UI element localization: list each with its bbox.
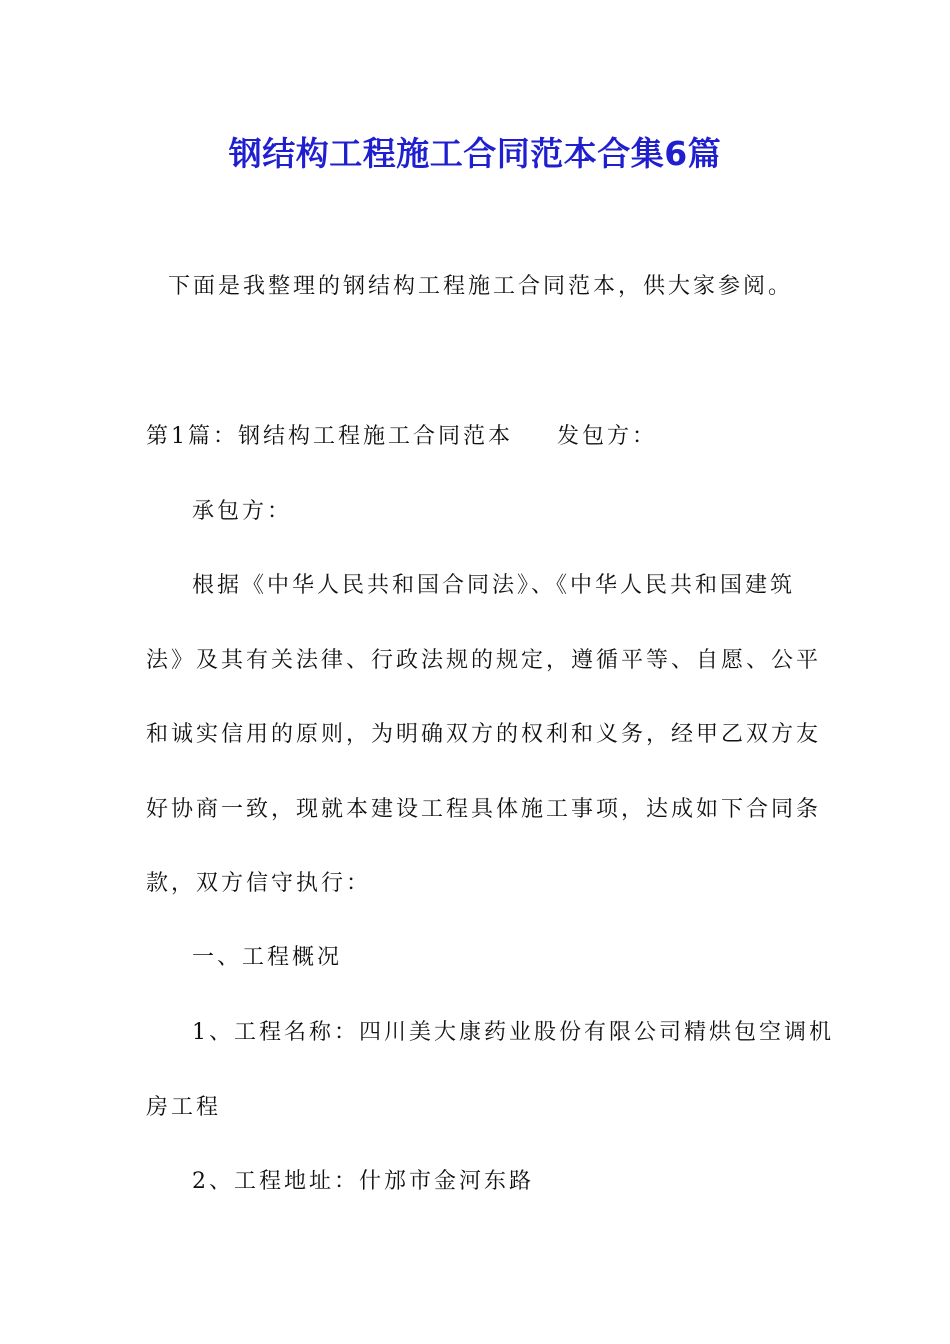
paragraph-line: 法》及其有关法律、行政法规的规定，遵循平等、自愿、公平 [146, 648, 822, 673]
party-a-label: 发包方： [557, 424, 658, 449]
document-title: 钢结构工程施工合同范本合集6篇 [228, 134, 722, 173]
paragraph-line: 款，双方信守执行： [146, 871, 372, 896]
party-b-label: 承包方： [192, 499, 293, 524]
clause-heading: 一、工程概况 [192, 945, 343, 970]
item-2-line: 2、工程地址：什邡市金河东路 [192, 1169, 534, 1194]
intro-paragraph: 下面是我整理的钢结构工程施工合同范本，供大家参阅。 [168, 274, 794, 299]
section-1-heading: 第1篇：钢结构工程施工合同范本 [146, 424, 513, 449]
paragraph-line: 和诚实信用的原则，为明确双方的权利和义务，经甲乙双方友 [146, 722, 822, 747]
paragraph-line: 根据《中华人民共和国合同法》、《中华人民共和国建筑 [192, 573, 796, 598]
section-heading-line [146, 422, 657, 452]
item-1-line: 房工程 [146, 1095, 222, 1120]
item-1-line: 1、工程名称：四川美大康药业股份有限公司精烘包空调机 [192, 1020, 834, 1045]
paragraph-line: 好协商一致，现就本建设工程具体施工事项，达成如下合同条 [146, 797, 822, 822]
